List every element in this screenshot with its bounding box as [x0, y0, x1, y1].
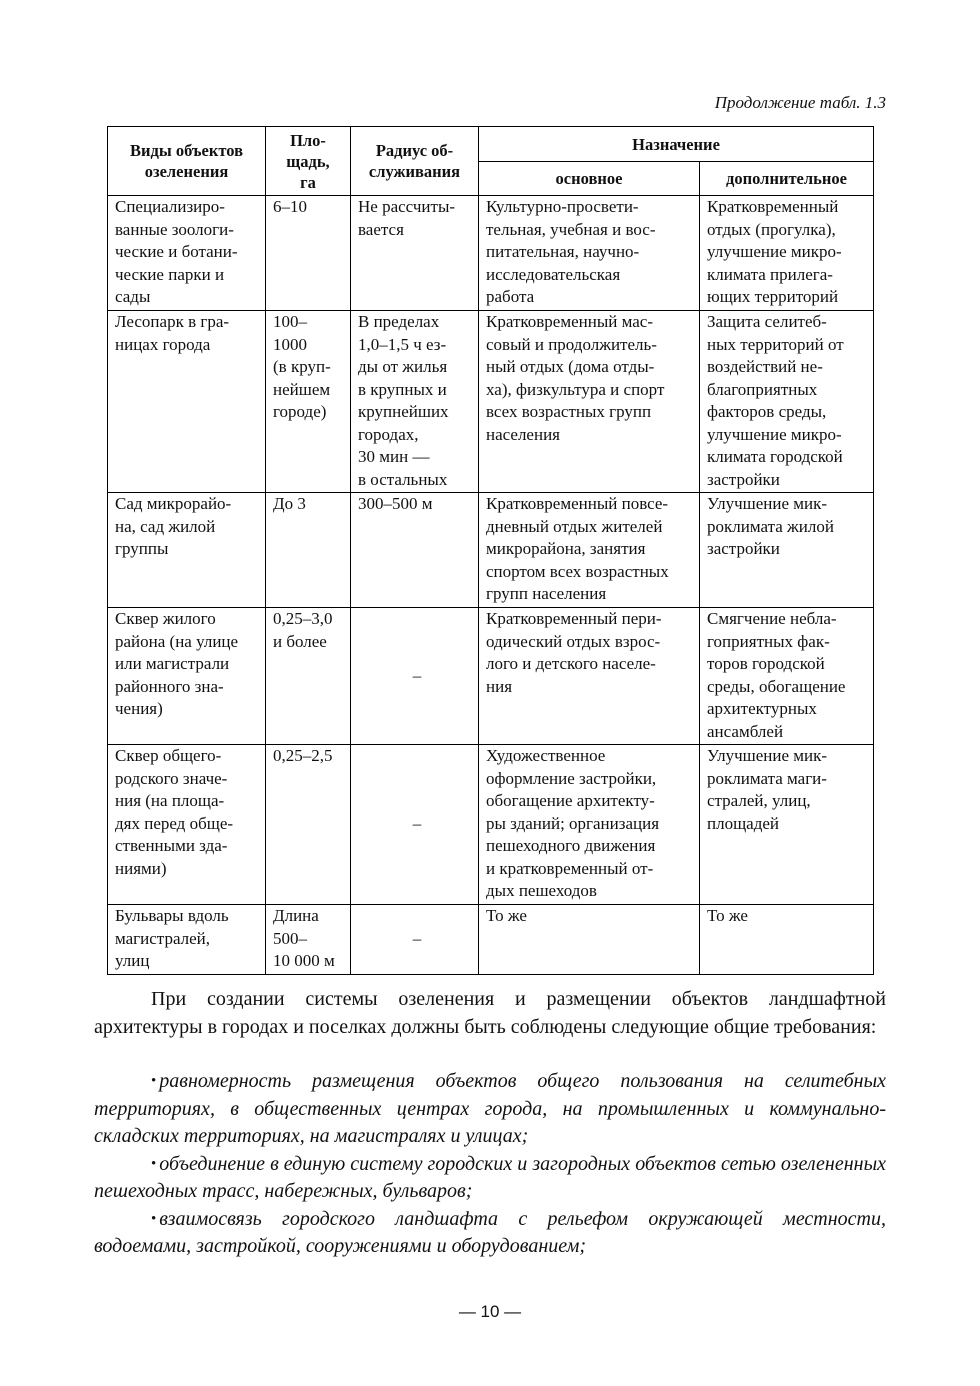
- header-purpose: Назначение: [479, 127, 874, 162]
- table-row: [108, 745, 874, 905]
- cell-main: Кратковременный мас- совый и продолжитель- ный отдых (дома отды- ха), физкультура и спорт всех возрастных групп населения: [479, 311, 700, 493]
- table-row: [108, 905, 874, 975]
- cell-extra: Кратковременный отдых (прогулка), улучшение микро- климата прилега- ющих территорий: [700, 196, 874, 311]
- cell-extra: То же: [700, 905, 874, 975]
- cell-type: Сквер жилого района (на улице или магистрали районного зна- чения): [108, 608, 266, 745]
- bullet-icon: •: [151, 1073, 157, 1089]
- cell-type: Специализиро- ванные зоологи- ческие и ботани- ческие парки и сады: [108, 196, 266, 311]
- header-area: Пло- щадь, га: [266, 127, 351, 196]
- cell-radius: –: [351, 745, 479, 905]
- cell-type: Сад микрорайо- на, сад жилой группы: [108, 493, 266, 608]
- body-paragraph: При создании системы озеленения и размещении объектов ландшафтной архитектуры в городах и поселках должны быть соблюдены следующие общие требования:: [94, 988, 886, 1038]
- cell-area: 6–10: [266, 196, 351, 311]
- requirement-text: взаимосвязь городского ландшафта с рельефом окружающей местности, водоемами, застройкой, сооружениями и оборудованием;: [94, 1207, 886, 1257]
- cell-extra: Смягчение небла- гоприятных фак- торов городской среды, обогащение архитектурных ансамблей: [700, 608, 874, 745]
- cell-radius: 300–500 м: [351, 493, 479, 608]
- bullet-icon: •: [151, 1210, 157, 1227]
- header-purpose-main: основное: [479, 162, 700, 196]
- cell-main: То же: [479, 905, 700, 975]
- cell-type: Бульвары вдоль магистралей, улиц: [108, 905, 266, 975]
- requirement-item: [94, 1206, 886, 1261]
- cell-main: Культурно-просвети- тельная, учебная и вос- питательная, научно- исследовательская работа: [479, 196, 700, 311]
- page-number: — 10 —: [458, 1302, 522, 1321]
- cell-extra: Улучшение мик- роклимата жилой застройки: [700, 493, 874, 608]
- table-continuation-caption: Продолжение табл. 1.3: [714, 93, 886, 112]
- cell-area: 100– 1000 (в круп- нейшем городе): [266, 311, 351, 493]
- requirements-list: [94, 1068, 886, 1261]
- cell-main: Кратковременный повсе- дневный отдых жителей микрорайона, занятия спортом всех возрастных групп населения: [479, 493, 700, 608]
- cell-type: Лесопарк в гра- ницах города: [108, 311, 266, 493]
- header-purpose-extra: дополнительное: [700, 162, 874, 196]
- cell-area: Длина 500– 10 000 м: [266, 905, 351, 975]
- requirement-item: [94, 1151, 886, 1206]
- cell-type: Сквер общего- родского значе- ния (на площа- дях перед обще- ственными зда- ниями): [108, 745, 266, 905]
- cell-radius: Не рассчиты- вается: [351, 196, 479, 311]
- requirement-item: [94, 1068, 886, 1151]
- requirement-text: равномерность размещения объектов общего пользования на селитебных территориях, в общественных центрах города, на промышленных и коммунально-складских территориях, на магистралях и улицах;: [94, 1070, 886, 1147]
- cell-area: До 3: [266, 493, 351, 608]
- cell-radius: –: [351, 905, 479, 975]
- cell-main: Художественное оформление застройки, обогащение архитекту- ры зданий; организация пешеходного движения и кратковременный от- дых пешеходов: [479, 745, 700, 905]
- table-row: [108, 311, 874, 493]
- header-object-type: Виды объектов озеленения: [108, 127, 266, 196]
- cell-extra: Защита селитеб- ных территорий от воздействий не- благоприятных факторов среды, улучшение микро- климата городской застройки: [700, 311, 874, 493]
- table-row: [108, 608, 874, 745]
- cell-extra: Улучшение мик- роклимата маги- стралей, улиц, площадей: [700, 745, 874, 905]
- cell-radius: –: [351, 608, 479, 745]
- header-service-radius: Радиус об- служивания: [351, 127, 479, 196]
- greenery-objects-table: [107, 126, 874, 975]
- cell-radius: В пределах 1,0–1,5 ч ез- ды от жилья в крупных и крупнейших городах, 30 мин — в остальных: [351, 311, 479, 493]
- requirement-text: объединение в единую систему городских и загородных объектов сетью озелененных пешеходных трасс, набережных, бульваров;: [94, 1152, 886, 1202]
- cell-main: Кратковременный пери- одический отдых взрос- лого и детского населе- ния: [479, 608, 700, 745]
- bullet-icon: •: [151, 1155, 157, 1172]
- table-row: [108, 196, 874, 311]
- table-row: [108, 493, 874, 608]
- cell-area: 0,25–3,0 и более: [266, 608, 351, 745]
- cell-area: 0,25–2,5: [266, 745, 351, 905]
